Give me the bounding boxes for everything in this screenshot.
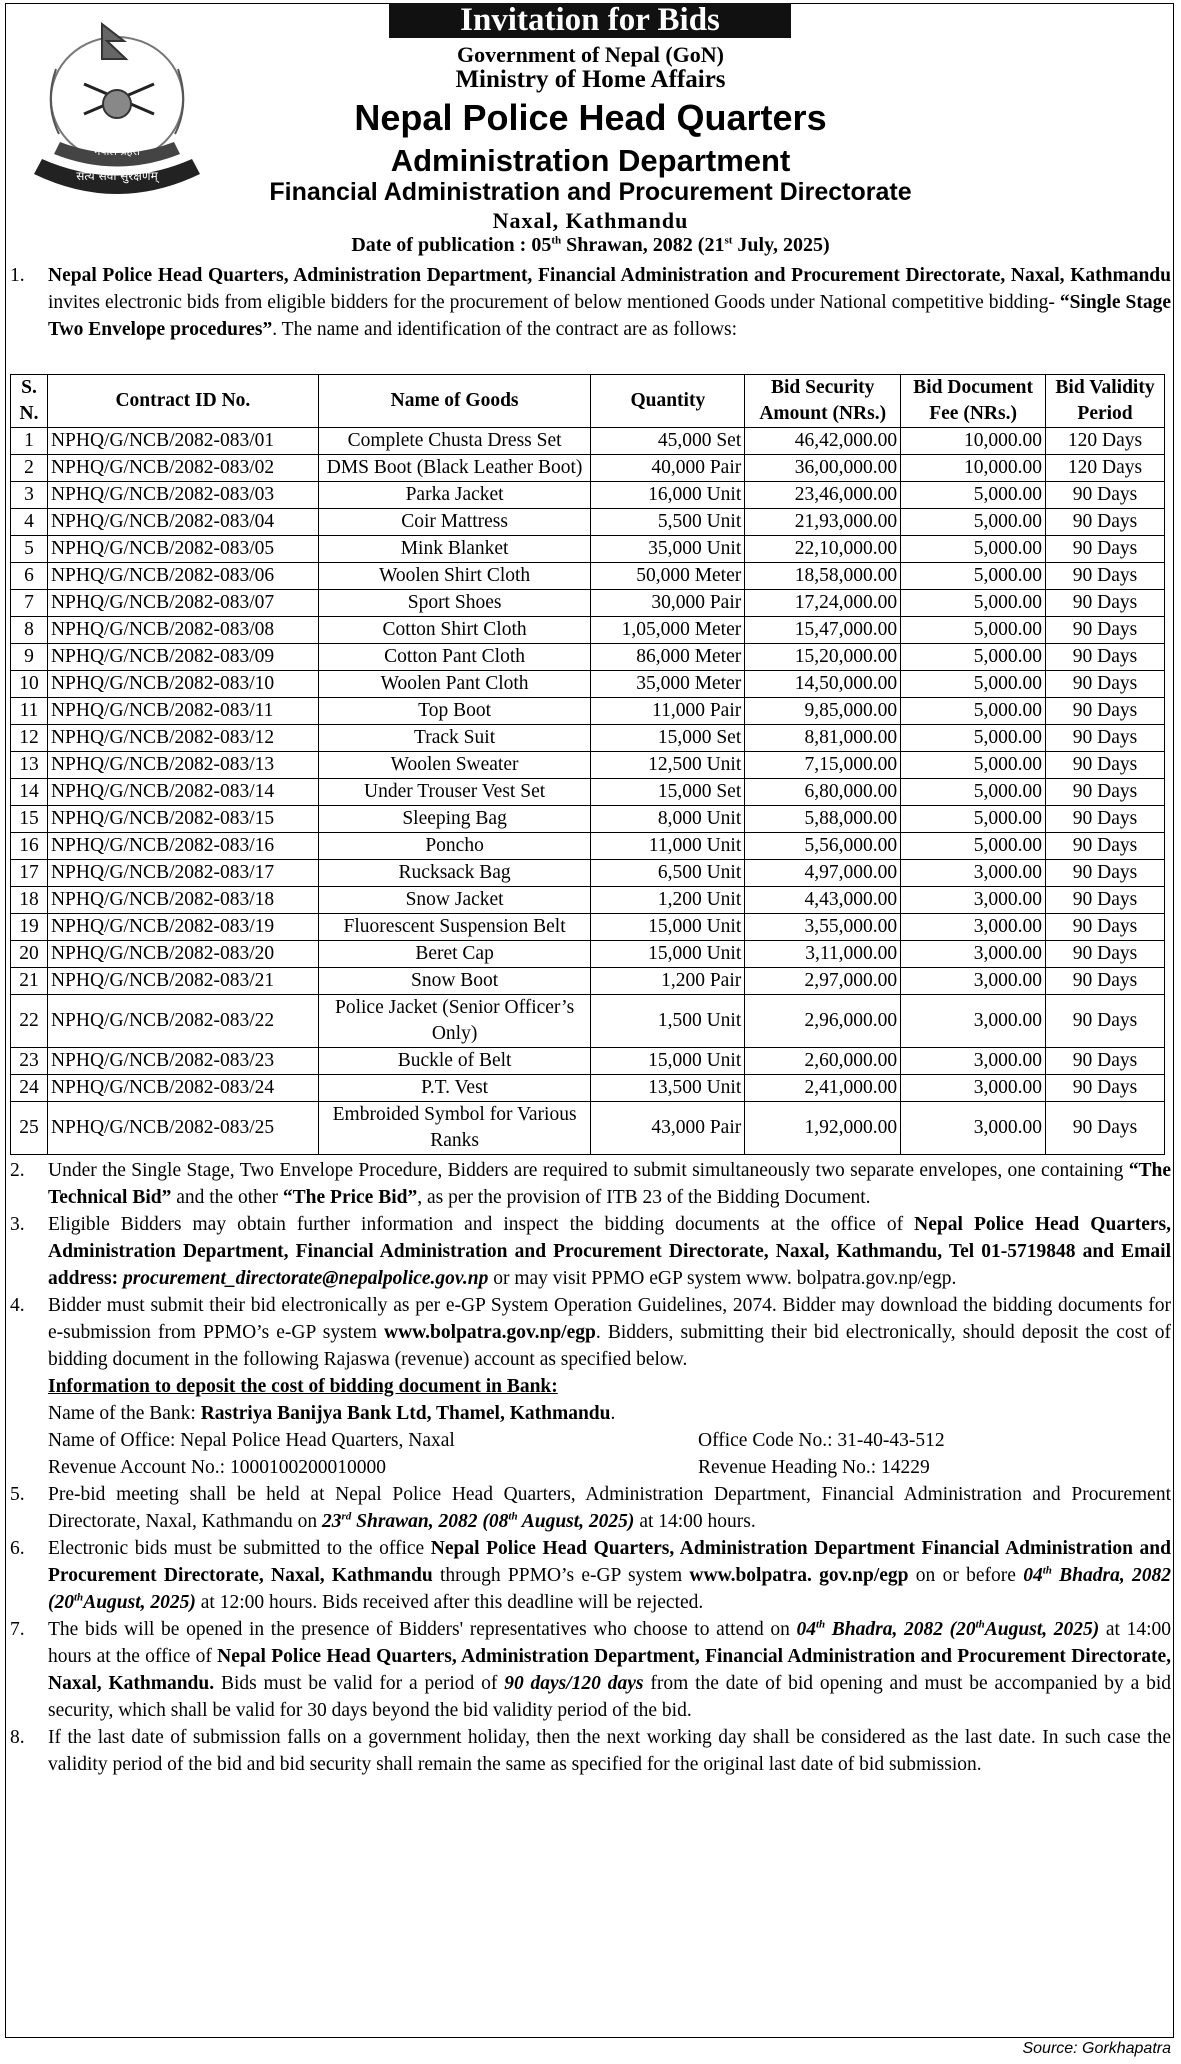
validity-cell: 90 Days <box>1046 671 1165 698</box>
contract-id-cell: NPHQ/G/NCB/2082-083/05 <box>47 536 318 563</box>
paragraph-2: 2. Under the Single Stage, Two Envelope Procedure, Bidders are required to submit simultaneously two separate envelopes, one containing “The Technical Bid” and the other “The Price Bid”, as per the provision of ITB 23 of the Bidding Document. <box>10 1160 1171 1208</box>
sn-cell: 4 <box>11 509 48 536</box>
goods-cell: Sleeping Bag <box>318 806 591 833</box>
location-line: Naxal, Kathmandu <box>492 208 689 233</box>
quantity-cell: 1,05,000 Meter <box>591 617 745 644</box>
contract-id-cell: NPHQ/G/NCB/2082-083/16 <box>47 833 318 860</box>
quantity-cell: 35,000 Meter <box>591 671 745 698</box>
bid-security-cell: 4,43,000.00 <box>745 887 901 914</box>
validity-cell: 90 Days <box>1046 1075 1165 1102</box>
goods-cell: Track Suit <box>318 725 591 752</box>
table-row <box>11 563 1165 590</box>
bid-security-cell: 2,60,000.00 <box>745 1048 901 1075</box>
table-row <box>11 968 1165 995</box>
doc-fee-cell: 3,000.00 <box>901 968 1046 995</box>
table-row <box>11 860 1165 887</box>
doc-fee-cell: 10,000.00 <box>901 455 1046 482</box>
sn-cell: 9 <box>11 644 48 671</box>
validity-cell: 90 Days <box>1046 644 1165 671</box>
table-row <box>11 617 1165 644</box>
table-row <box>11 509 1165 536</box>
sn-cell: 2 <box>11 455 48 482</box>
table-row <box>11 725 1165 752</box>
contract-id-cell: NPHQ/G/NCB/2082-083/20 <box>47 941 318 968</box>
goods-cell: Rucksack Bag <box>318 860 591 887</box>
header-quantity: Quantity <box>591 375 745 428</box>
table-header-row <box>11 375 1165 428</box>
doc-fee-cell: 3,000.00 <box>901 887 1046 914</box>
sn-cell: 25 <box>11 1102 48 1155</box>
paragraph-3: 3. Eligible Bidders may obtain further information and inspect the bidding documents at the office of Nepal Police Head Quarters, Administration Department, Financial Administration and Procurement Directorate, Naxal, Kathmandu, Tel 01-5719848 and Email address: procurement_directorate@nepalpolice.gov.np or may visit PPMO eGP system www. bolpatra.gov.np/egp. <box>10 1214 1171 1289</box>
bid-security-cell: 22,10,000.00 <box>745 536 901 563</box>
contract-id-cell: NPHQ/G/NCB/2082-083/25 <box>47 1102 318 1155</box>
validity-cell: 90 Days <box>1046 509 1165 536</box>
contract-id-cell: NPHQ/G/NCB/2082-083/12 <box>47 725 318 752</box>
table-row <box>11 779 1165 806</box>
quantity-cell: 16,000 Unit <box>591 482 745 509</box>
bid-security-cell: 5,56,000.00 <box>745 833 901 860</box>
goods-cell: Sport Shoes <box>318 590 591 617</box>
doc-fee-cell: 3,000.00 <box>901 995 1046 1048</box>
sn-cell: 11 <box>11 698 48 725</box>
doc-fee-cell: 5,000.00 <box>901 644 1046 671</box>
goods-cell: Complete Chusta Dress Set <box>318 428 591 455</box>
quantity-cell: 40,000 Pair <box>591 455 745 482</box>
table-row <box>11 455 1165 482</box>
sn-cell: 22 <box>11 995 48 1048</box>
contract-id-cell: NPHQ/G/NCB/2082-083/02 <box>47 455 318 482</box>
validity-cell: 90 Days <box>1046 860 1165 887</box>
contract-id-cell: NPHQ/G/NCB/2082-083/01 <box>47 428 318 455</box>
goods-cell: P.T. Vest <box>318 1075 591 1102</box>
quantity-cell: 15,000 Unit <box>591 1048 745 1075</box>
bid-security-cell: 6,80,000.00 <box>745 779 901 806</box>
table-row <box>11 590 1165 617</box>
validity-cell: 90 Days <box>1046 1048 1165 1075</box>
doc-fee-cell: 5,000.00 <box>901 590 1046 617</box>
table-row <box>11 536 1165 563</box>
doc-fee-cell: 10,000.00 <box>901 428 1046 455</box>
quantity-cell: 12,500 Unit <box>591 752 745 779</box>
goods-cell: Parka Jacket <box>318 482 591 509</box>
goods-cell: Woolen Sweater <box>318 752 591 779</box>
contract-id-cell: NPHQ/G/NCB/2082-083/04 <box>47 509 318 536</box>
bid-security-cell: 4,97,000.00 <box>745 860 901 887</box>
goods-cell: Police Jacket (Senior Officer’s Only) <box>318 995 591 1048</box>
validity-cell: 90 Days <box>1046 536 1165 563</box>
bid-security-cell: 21,93,000.00 <box>745 509 901 536</box>
quantity-cell: 50,000 Meter <box>591 563 745 590</box>
contract-id-cell: NPHQ/G/NCB/2082-083/19 <box>47 914 318 941</box>
sn-cell: 13 <box>11 752 48 779</box>
contract-id-cell: NPHQ/G/NCB/2082-083/07 <box>47 590 318 617</box>
quantity-cell: 1,200 Pair <box>591 968 745 995</box>
sn-cell: 7 <box>11 590 48 617</box>
bid-security-cell: 7,15,000.00 <box>745 752 901 779</box>
quantity-cell: 43,000 Pair <box>591 1102 745 1155</box>
doc-fee-cell: 5,000.00 <box>901 752 1046 779</box>
doc-fee-cell: 3,000.00 <box>901 860 1046 887</box>
goods-cell: Snow Boot <box>318 968 591 995</box>
validity-cell: 120 Days <box>1046 455 1165 482</box>
bank-info-heading: Information to deposit the cost of bidding document in Bank: <box>48 1376 558 1397</box>
table-row <box>11 752 1165 779</box>
quantity-cell: 1,500 Unit <box>591 995 745 1048</box>
emblem-top-text: नेपाल प्रहरी <box>94 145 140 158</box>
paragraph-8: 8. If the last date of submission falls on a government holiday, then the next working day shall be considered as the last date. In such case the validity period of the bid and bid security shall remain the same as specified for the original last date of bid submission. <box>10 1727 1171 1775</box>
validity-cell: 120 Days <box>1046 428 1165 455</box>
table-row <box>11 428 1165 455</box>
contract-id-cell: NPHQ/G/NCB/2082-083/13 <box>47 752 318 779</box>
bid-security-cell: 5,88,000.00 <box>745 806 901 833</box>
doc-fee-cell: 5,000.00 <box>901 563 1046 590</box>
quantity-cell: 30,000 Pair <box>591 590 745 617</box>
quantity-cell: 15,000 Set <box>591 779 745 806</box>
doc-fee-cell: 3,000.00 <box>901 1102 1046 1155</box>
emblem-bottom-text: सत्य सेवा सुरक्षणम् <box>76 169 158 183</box>
quantity-cell: 6,500 Unit <box>591 860 745 887</box>
bid-security-cell: 14,50,000.00 <box>745 671 901 698</box>
contract-id-cell: NPHQ/G/NCB/2082-083/23 <box>47 1048 318 1075</box>
quantity-cell: 13,500 Unit <box>591 1075 745 1102</box>
sn-cell: 17 <box>11 860 48 887</box>
paragraph-4: 4. Bidder must submit their bid electronically as per e-GP System Operation Guidelines, 2074. Bidder may download the bidding documents for e-submission from PPMO’s e-GP system www.bolpatra.gov.np/egp. Bidders, submitting their bid electronically, should deposit the cost of bidding document in the following Rajaswa (revenue) account as specified below. <box>10 1295 1171 1370</box>
bid-security-cell: 8,81,000.00 <box>745 725 901 752</box>
table-row <box>11 671 1165 698</box>
bid-security-cell: 18,58,000.00 <box>745 563 901 590</box>
quantity-cell: 5,500 Unit <box>591 509 745 536</box>
sn-cell: 6 <box>11 563 48 590</box>
quantity-cell: 15,000 Set <box>591 725 745 752</box>
quantity-cell: 8,000 Unit <box>591 806 745 833</box>
validity-cell: 90 Days <box>1046 968 1165 995</box>
validity-cell: 90 Days <box>1046 914 1165 941</box>
doc-fee-cell: 3,000.00 <box>901 1048 1046 1075</box>
header-sn: S. N. <box>11 375 48 428</box>
doc-fee-cell: 5,000.00 <box>901 509 1046 536</box>
quantity-cell: 15,000 Unit <box>591 914 745 941</box>
goods-cell: Embroided Symbol for Various Ranks <box>318 1102 591 1155</box>
header-contract-id: Contract ID No. <box>47 375 318 428</box>
bid-security-cell: 46,42,000.00 <box>745 428 901 455</box>
goods-cell: Under Trouser Vest Set <box>318 779 591 806</box>
sn-cell: 16 <box>11 833 48 860</box>
quantity-cell: 15,000 Unit <box>591 941 745 968</box>
quantity-cell: 35,000 Unit <box>591 536 745 563</box>
ministry-line: Ministry of Home Affairs <box>455 66 726 93</box>
goods-cell: Fluorescent Suspension Belt <box>318 914 591 941</box>
table-row <box>11 1102 1165 1155</box>
quantity-cell: 1,200 Unit <box>591 887 745 914</box>
contract-id-cell: NPHQ/G/NCB/2082-083/15 <box>47 806 318 833</box>
directorate-heading: Financial Administration and Procurement Directorate <box>269 178 912 206</box>
sn-cell: 15 <box>11 806 48 833</box>
header-validity: Bid Validity Period <box>1046 375 1165 428</box>
contract-id-cell: NPHQ/G/NCB/2082-083/18 <box>47 887 318 914</box>
goods-cell: Snow Jacket <box>318 887 591 914</box>
table-row <box>11 1048 1165 1075</box>
goods-cell: Woolen Shirt Cloth <box>318 563 591 590</box>
doc-fee-cell: 5,000.00 <box>901 806 1046 833</box>
sn-cell: 14 <box>11 779 48 806</box>
goods-cell: Cotton Pant Cloth <box>318 644 591 671</box>
contracts-table <box>10 374 1165 1155</box>
validity-cell: 90 Days <box>1046 887 1165 914</box>
validity-cell: 90 Days <box>1046 995 1165 1048</box>
office-heading: Nepal Police Head Quarters <box>354 97 827 138</box>
bid-security-cell: 36,00,000.00 <box>745 455 901 482</box>
goods-cell: Cotton Shirt Cloth <box>318 617 591 644</box>
bid-security-cell: 3,55,000.00 <box>745 914 901 941</box>
doc-fee-cell: 3,000.00 <box>901 941 1046 968</box>
sn-cell: 24 <box>11 1075 48 1102</box>
bid-security-cell: 15,47,000.00 <box>745 617 901 644</box>
goods-cell: Mink Blanket <box>318 536 591 563</box>
validity-cell: 90 Days <box>1046 941 1165 968</box>
validity-cell: 90 Days <box>1046 752 1165 779</box>
header-bid-security: Bid Security Amount (NRs.) <box>745 375 901 428</box>
validity-cell: 90 Days <box>1046 725 1165 752</box>
goods-cell: Top Boot <box>318 698 591 725</box>
table-row <box>11 1075 1165 1102</box>
bank-account-grid: Name of Office: Nepal Police Head Quarters, Naxal Office Code No.: 31-40-43-512 Revenue Account No.: 1000100200010000 Revenue Heading No.: 14229 <box>48 1430 945 1478</box>
doc-fee-cell: 5,000.00 <box>901 833 1046 860</box>
contract-id-cell: NPHQ/G/NCB/2082-083/11 <box>47 698 318 725</box>
sn-cell: 18 <box>11 887 48 914</box>
doc-fee-cell: 5,000.00 <box>901 671 1046 698</box>
validity-cell: 90 Days <box>1046 590 1165 617</box>
contract-id-cell: NPHQ/G/NCB/2082-083/14 <box>47 779 318 806</box>
table-row <box>11 914 1165 941</box>
bid-security-cell: 3,11,000.00 <box>745 941 901 968</box>
sn-cell: 10 <box>11 671 48 698</box>
lower-paragraphs <box>10 1157 1171 1778</box>
contract-id-cell: NPHQ/G/NCB/2082-083/10 <box>47 671 318 698</box>
paragraph-1: 1. Nepal Police Head Quarters, Administration Department, Financial Administration and Procurement Directorate, Naxal, Kathmandu invites electronic bids from eligible bidders for the procurement of below mentioned Goods under National competitive bidding- “Single Stage Two Envelope procedures”. The name and identification of the contract are as follows: <box>10 265 1171 340</box>
validity-cell: 90 Days <box>1046 1102 1165 1155</box>
contract-id-cell: NPHQ/G/NCB/2082-083/22 <box>47 995 318 1048</box>
sn-cell: 19 <box>11 914 48 941</box>
contract-id-cell: NPHQ/G/NCB/2082-083/24 <box>47 1075 318 1102</box>
table-row <box>11 995 1165 1048</box>
sn-cell: 12 <box>11 725 48 752</box>
doc-fee-cell: 5,000.00 <box>901 482 1046 509</box>
doc-fee-cell: 5,000.00 <box>901 779 1046 806</box>
paragraph-5: 5. Pre-bid meeting shall be held at Nepal Police Head Quarters, Administration Department, Financial Administration and Procurement Directorate, Naxal, Kathmandu on 23rd Shrawan, 2082 (08th August, 2025) at 14:00 hours. <box>10 1484 1171 1532</box>
bid-security-cell: 23,46,000.00 <box>745 482 901 509</box>
sn-cell: 8 <box>11 617 48 644</box>
validity-cell: 90 Days <box>1046 833 1165 860</box>
doc-fee-cell: 5,000.00 <box>901 725 1046 752</box>
validity-cell: 90 Days <box>1046 779 1165 806</box>
source-credit: Source: Gorkhapatra <box>1022 2040 1171 2057</box>
quantity-cell: 86,000 Meter <box>591 644 745 671</box>
goods-cell: DMS Boot (Black Leather Boot) <box>318 455 591 482</box>
quantity-cell: 45,000 Set <box>591 428 745 455</box>
validity-cell: 90 Days <box>1046 698 1165 725</box>
header-goods: Name of Goods <box>318 375 591 428</box>
doc-fee-cell: 5,000.00 <box>901 698 1046 725</box>
paragraph-7: 7. The bids will be opened in the presence of Bidders' representatives who choose to attend on 04th Bhadra, 2082 (20thAugust, 2025) at 14:00 hours at the office of Nepal Police Head Quarters, Administration Department, Financial Administration and Procurement Directorate, Naxal, Kathmandu. Bids must be valid for a period of 90 days/120 days from the date of bid opening and must be accompanied by a bid security, which shall be valid for 30 days beyond the bid validity period of the bid. <box>10 1618 1172 1721</box>
quantity-cell: 11,000 Unit <box>591 833 745 860</box>
bid-security-cell: 2,96,000.00 <box>745 995 901 1048</box>
bid-security-cell: 17,24,000.00 <box>745 590 901 617</box>
bid-security-cell: 9,85,000.00 <box>745 698 901 725</box>
contract-id-cell: NPHQ/G/NCB/2082-083/17 <box>47 860 318 887</box>
contract-id-cell: NPHQ/G/NCB/2082-083/06 <box>47 563 318 590</box>
bid-security-cell: 1,92,000.00 <box>745 1102 901 1155</box>
contract-id-cell: NPHQ/G/NCB/2082-083/21 <box>47 968 318 995</box>
table-row <box>11 698 1165 725</box>
validity-cell: 90 Days <box>1046 563 1165 590</box>
sn-cell: 3 <box>11 482 48 509</box>
table-row <box>11 941 1165 968</box>
invitation-banner: Invitation for Bids <box>389 3 791 38</box>
validity-cell: 90 Days <box>1046 617 1165 644</box>
goods-cell: Beret Cap <box>318 941 591 968</box>
doc-fee-cell: 5,000.00 <box>901 617 1046 644</box>
goods-cell: Poncho <box>318 833 591 860</box>
table-row <box>11 644 1165 671</box>
validity-cell: 90 Days <box>1046 806 1165 833</box>
bank-info: Information to deposit the cost of bidding document in Bank: Name of the Bank: Rastriya Banijya Bank Ltd, Thamel, Kathmandu. <box>10 1373 1171 1427</box>
paragraph-6: 6. Electronic bids must be submitted to the office Nepal Police Head Quarters, Administration Department Financial Administration and Procurement Directorate, Naxal, Kathmandu through PPMO’s e-GP system www.bolpatra. gov.np/egp on or before 04th Bhadra, 2082 (20thAugust, 2025) at 12:00 hours. Bids received after this deadline will be rejected. <box>10 1538 1171 1613</box>
bid-security-cell: 2,97,000.00 <box>745 968 901 995</box>
contract-id-cell: NPHQ/G/NCB/2082-083/08 <box>47 617 318 644</box>
quantity-cell: 11,000 Pair <box>591 698 745 725</box>
doc-fee-cell: 5,000.00 <box>901 536 1046 563</box>
goods-cell: Woolen Pant Cloth <box>318 671 591 698</box>
doc-fee-cell: 3,000.00 <box>901 1075 1046 1102</box>
department-heading: Administration Department <box>390 143 791 178</box>
sn-cell: 1 <box>11 428 48 455</box>
bid-security-cell: 15,20,000.00 <box>745 644 901 671</box>
table-row <box>11 806 1165 833</box>
government-line: Government of Nepal (GoN) <box>456 42 724 67</box>
contract-id-cell: NPHQ/G/NCB/2082-083/09 <box>47 644 318 671</box>
table-row <box>11 887 1165 914</box>
sn-cell: 5 <box>11 536 48 563</box>
validity-cell: 90 Days <box>1046 482 1165 509</box>
header-doc-fee: Bid Document Fee (NRs.) <box>901 375 1046 428</box>
bid-security-cell: 2,41,000.00 <box>745 1075 901 1102</box>
contract-id-cell: NPHQ/G/NCB/2082-083/03 <box>47 482 318 509</box>
goods-cell: Coir Mattress <box>318 509 591 536</box>
sn-cell: 23 <box>11 1048 48 1075</box>
sn-cell: 20 <box>11 941 48 968</box>
doc-fee-cell: 3,000.00 <box>901 914 1046 941</box>
publication-date: Date of publication : 05th Shrawan, 2082 (21st July, 2025) <box>351 234 830 256</box>
sn-cell: 21 <box>11 968 48 995</box>
goods-cell: Buckle of Belt <box>318 1048 591 1075</box>
table-row <box>11 482 1165 509</box>
table-row <box>11 833 1165 860</box>
